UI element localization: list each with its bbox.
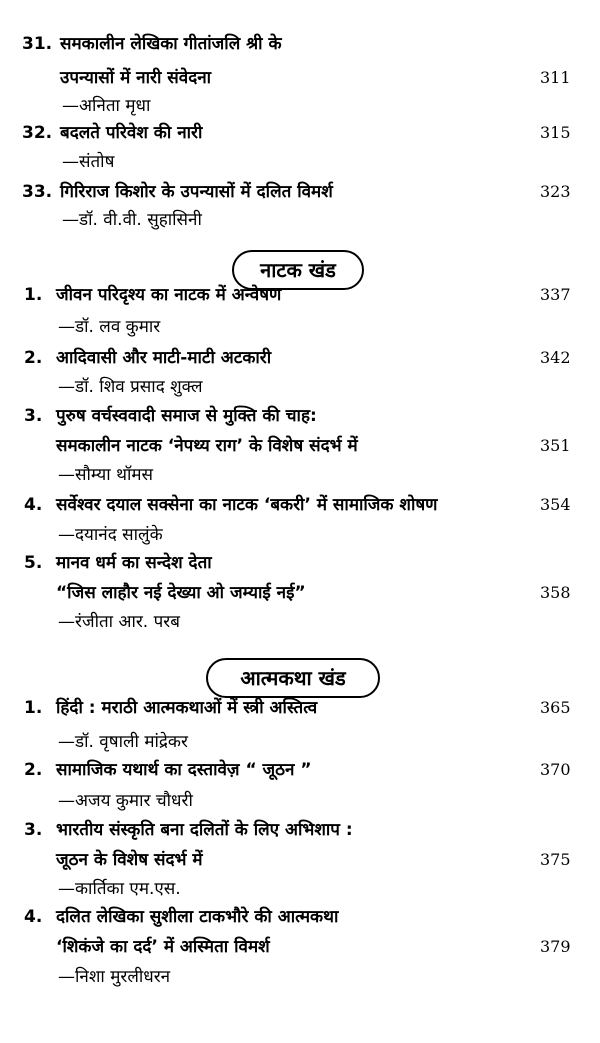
entry-author-line — [0, 520, 600, 550]
entry-author: —अनिता मृधा — [62, 96, 151, 116]
entry-page-row — [0, 177, 600, 207]
entry-title: भारतीय संस्कृति बना दलितों के लिए अभिशाप : — [56, 820, 353, 840]
page-number: 323 — [540, 182, 571, 201]
entry-number: 4. — [24, 907, 43, 927]
page-number: 315 — [540, 123, 571, 142]
entry-title: उपन्यासों में नारी संवेदना — [60, 68, 212, 88]
entry-number: 2. — [24, 760, 43, 780]
entry-page-row — [0, 755, 600, 785]
entry-number: 3. — [24, 406, 43, 426]
entry-author-line — [0, 91, 600, 121]
entry-author: —डॉ. शिव प्रसाद शुक्ल — [58, 377, 203, 397]
entry-title: सर्वेश्वर दयाल सक्सेना का नाटक ‘बकरी’ में सामाजिक शोषण — [56, 495, 438, 515]
entry-title-line — [0, 401, 600, 431]
entry-number: 4. — [24, 495, 43, 515]
entry-title: ‘शिकंजे का दर्द’ में अस्मिता विमर्श — [56, 937, 270, 957]
entry-title: गिरिराज किशोर के उपन्यासों में दलित विमर्श — [60, 182, 333, 202]
entry-title-line — [0, 815, 600, 845]
entry-author-line — [0, 727, 600, 757]
entry-author: —सौम्या थॉमस — [58, 465, 154, 485]
entry-page-row — [0, 280, 600, 310]
entry-author-line — [0, 962, 600, 992]
page-number: 342 — [540, 348, 571, 367]
page-number: 379 — [540, 937, 571, 956]
entry-author: —दयानंद सालुंके — [58, 525, 163, 545]
entry-title: समकालीन नाटक ‘नेपथ्य राग’ के विशेष संदर्भ में — [56, 436, 358, 456]
page-number: 311 — [540, 68, 571, 87]
entry-title: सामाजिक यथार्थ का दस्तावेज़ “ जूठन ” — [56, 760, 312, 780]
page-number: 365 — [540, 698, 571, 717]
entry-author: —डॉ. लव कुमार — [58, 317, 161, 337]
entry-title: दलित लेखिका सुशीला टाकभौरे की आत्मकथा — [56, 907, 339, 927]
entry-author-line — [0, 874, 600, 904]
entry-author: —डॉ. वी.वी. सुहासिनी — [62, 210, 202, 230]
entry-page-row — [0, 932, 600, 962]
entry-author: —निशा मुरलीधरन — [58, 967, 171, 987]
entry-title: जीवन परिदृश्य का नाटक में अन्वेषण — [56, 285, 282, 305]
entry-title: बदलते परिवेश की नारी — [60, 123, 203, 143]
page-number: 370 — [540, 760, 571, 779]
entry-title-line — [0, 548, 600, 578]
entry-number: 1. — [24, 285, 43, 305]
entry-title-line — [0, 902, 600, 932]
entry-author-line — [0, 460, 600, 490]
entry-title-line — [0, 29, 600, 59]
entry-number: 1. — [24, 698, 43, 718]
entry-title: जूठन के विशेष संदर्भ में — [56, 850, 203, 870]
entry-author: —अजय कुमार चौधरी — [58, 791, 193, 811]
entry-number: 31. — [22, 34, 53, 54]
page-number: 375 — [540, 850, 571, 869]
entry-title: मानव धर्म का सन्देश देता — [56, 553, 212, 573]
entry-title: आदिवासी और माटी-माटी अटकारी — [56, 348, 272, 368]
entry-page-row — [0, 431, 600, 461]
entry-number: 5. — [24, 553, 43, 573]
entry-author-line — [0, 147, 600, 177]
entry-page-row — [0, 118, 600, 148]
entry-author-line — [0, 312, 600, 342]
entry-title: हिंदी : मराठी आत्मकथाओं में स्त्री अस्तित्व — [56, 698, 318, 718]
page-number: 351 — [540, 436, 571, 455]
entry-author-line — [0, 607, 600, 637]
page-number: 354 — [540, 495, 571, 514]
entry-author: —संतोष — [62, 152, 115, 172]
entry-number: 33. — [22, 182, 53, 202]
section-heading: आत्मकथा खंड — [206, 658, 380, 698]
entry-author: —डॉ. वृषाली मांद्रेकर — [58, 732, 188, 752]
entry-author-line — [0, 786, 600, 816]
entry-title: “जिस लाहौर नई देख्या ओ जम्याई नई” — [56, 583, 306, 603]
section-heading: नाटक खंड — [232, 250, 364, 290]
entry-page-row — [0, 63, 600, 93]
entry-number: 32. — [22, 123, 53, 143]
entry-number: 2. — [24, 348, 43, 368]
entry-page-row — [0, 343, 600, 373]
entry-number: 3. — [24, 820, 43, 840]
entry-page-row — [0, 578, 600, 608]
entry-page-row — [0, 845, 600, 875]
page-number: 358 — [540, 583, 571, 602]
entry-title: समकालीन लेखिका गीतांजलि श्री के — [60, 34, 282, 54]
entry-author-line — [0, 372, 600, 402]
entry-page-row — [0, 490, 600, 520]
entry-author: —रंजीता आर. परब — [58, 612, 180, 632]
entry-page-row — [0, 693, 600, 723]
entry-title: पुरुष वर्चस्ववादी समाज से मुक्ति की चाह: — [56, 406, 317, 426]
entry-author: —कार्तिका एम.एस. — [58, 879, 181, 899]
entry-author-line — [0, 205, 600, 235]
page-number: 337 — [540, 285, 571, 304]
